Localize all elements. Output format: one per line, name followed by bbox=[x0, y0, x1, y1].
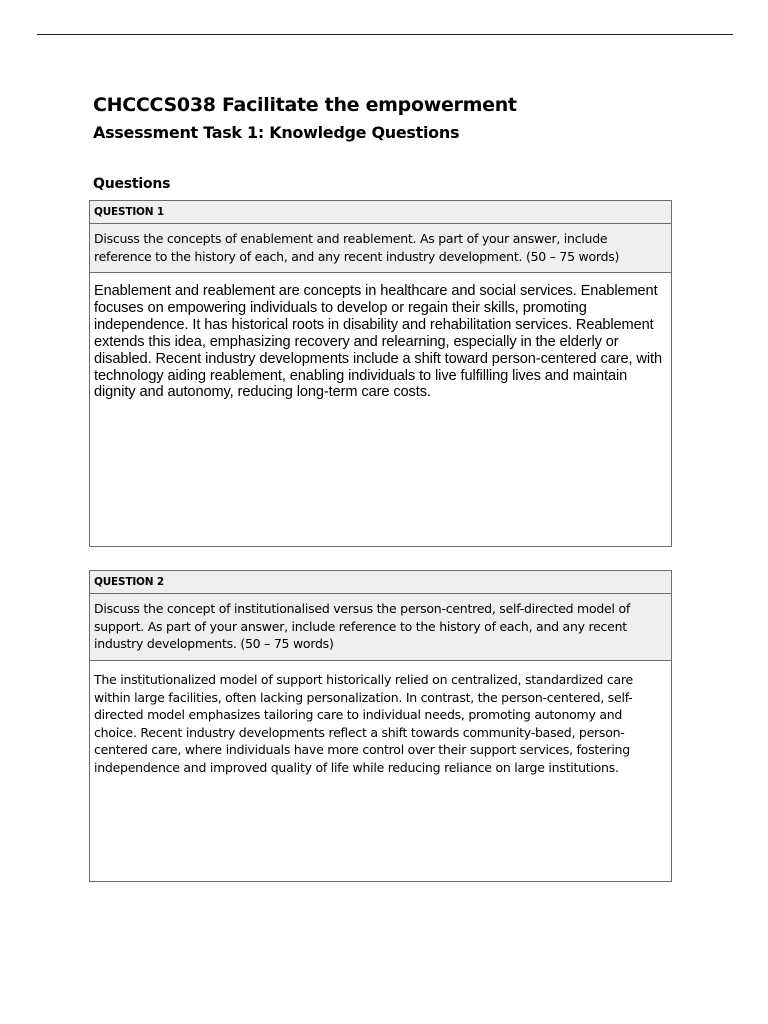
question-1-table bbox=[89, 200, 672, 547]
question-2-label: QUESTION 2 bbox=[90, 571, 671, 594]
question-1-answer[interactable]: Enablement and reablement are concepts in healthcare and social services. Enablement focuses on empowering individuals to develop or regain their skills, promoting independence. It has historical roots in disability and rehabilitation services. Reablement extends this idea, emphasizing recovery and relearning, especially in the elderly or disabled. Recent industry developments include a shift toward person-centered care, with technology aiding reablement, enabling individuals to live fulfilling lives and maintain dignity and autonomy, reducing long-term care costs. bbox=[90, 273, 671, 546]
question-2-prompt: Discuss the concept of institutionalised versus the person-centred, self-directed model of support. As part of your answer, include reference to the history of each, and any recent industry developments. (50 – 75 words) bbox=[90, 594, 671, 661]
question-1-prompt: Discuss the concepts of enablement and reablement. As part of your answer, include reference to the history of each, and any recent industry development. (50 – 75 words) bbox=[90, 224, 671, 273]
section-heading: Questions bbox=[93, 176, 171, 192]
document-subtitle: Assessment Task 1: Knowledge Questions bbox=[93, 123, 460, 142]
header-rule bbox=[37, 34, 733, 35]
question-1-label: QUESTION 1 bbox=[90, 201, 671, 224]
question-2-table bbox=[89, 570, 672, 882]
question-2-answer[interactable]: The institutionalized model of support historically relied on centralized, standardized care within large facilities, often lacking personalization. In contrast, the person-centered, self-directed model emphasizes tailoring care to individual needs, promoting autonomy and choice. Recent industry developments reflect a shift towards community-based, person-centered care, where individuals have more control over their support services, fostering independence and improved quality of life while reducing reliance on large institutions. bbox=[90, 661, 671, 881]
document-title: CHCCCS038 Facilitate the empowerment bbox=[93, 94, 517, 116]
